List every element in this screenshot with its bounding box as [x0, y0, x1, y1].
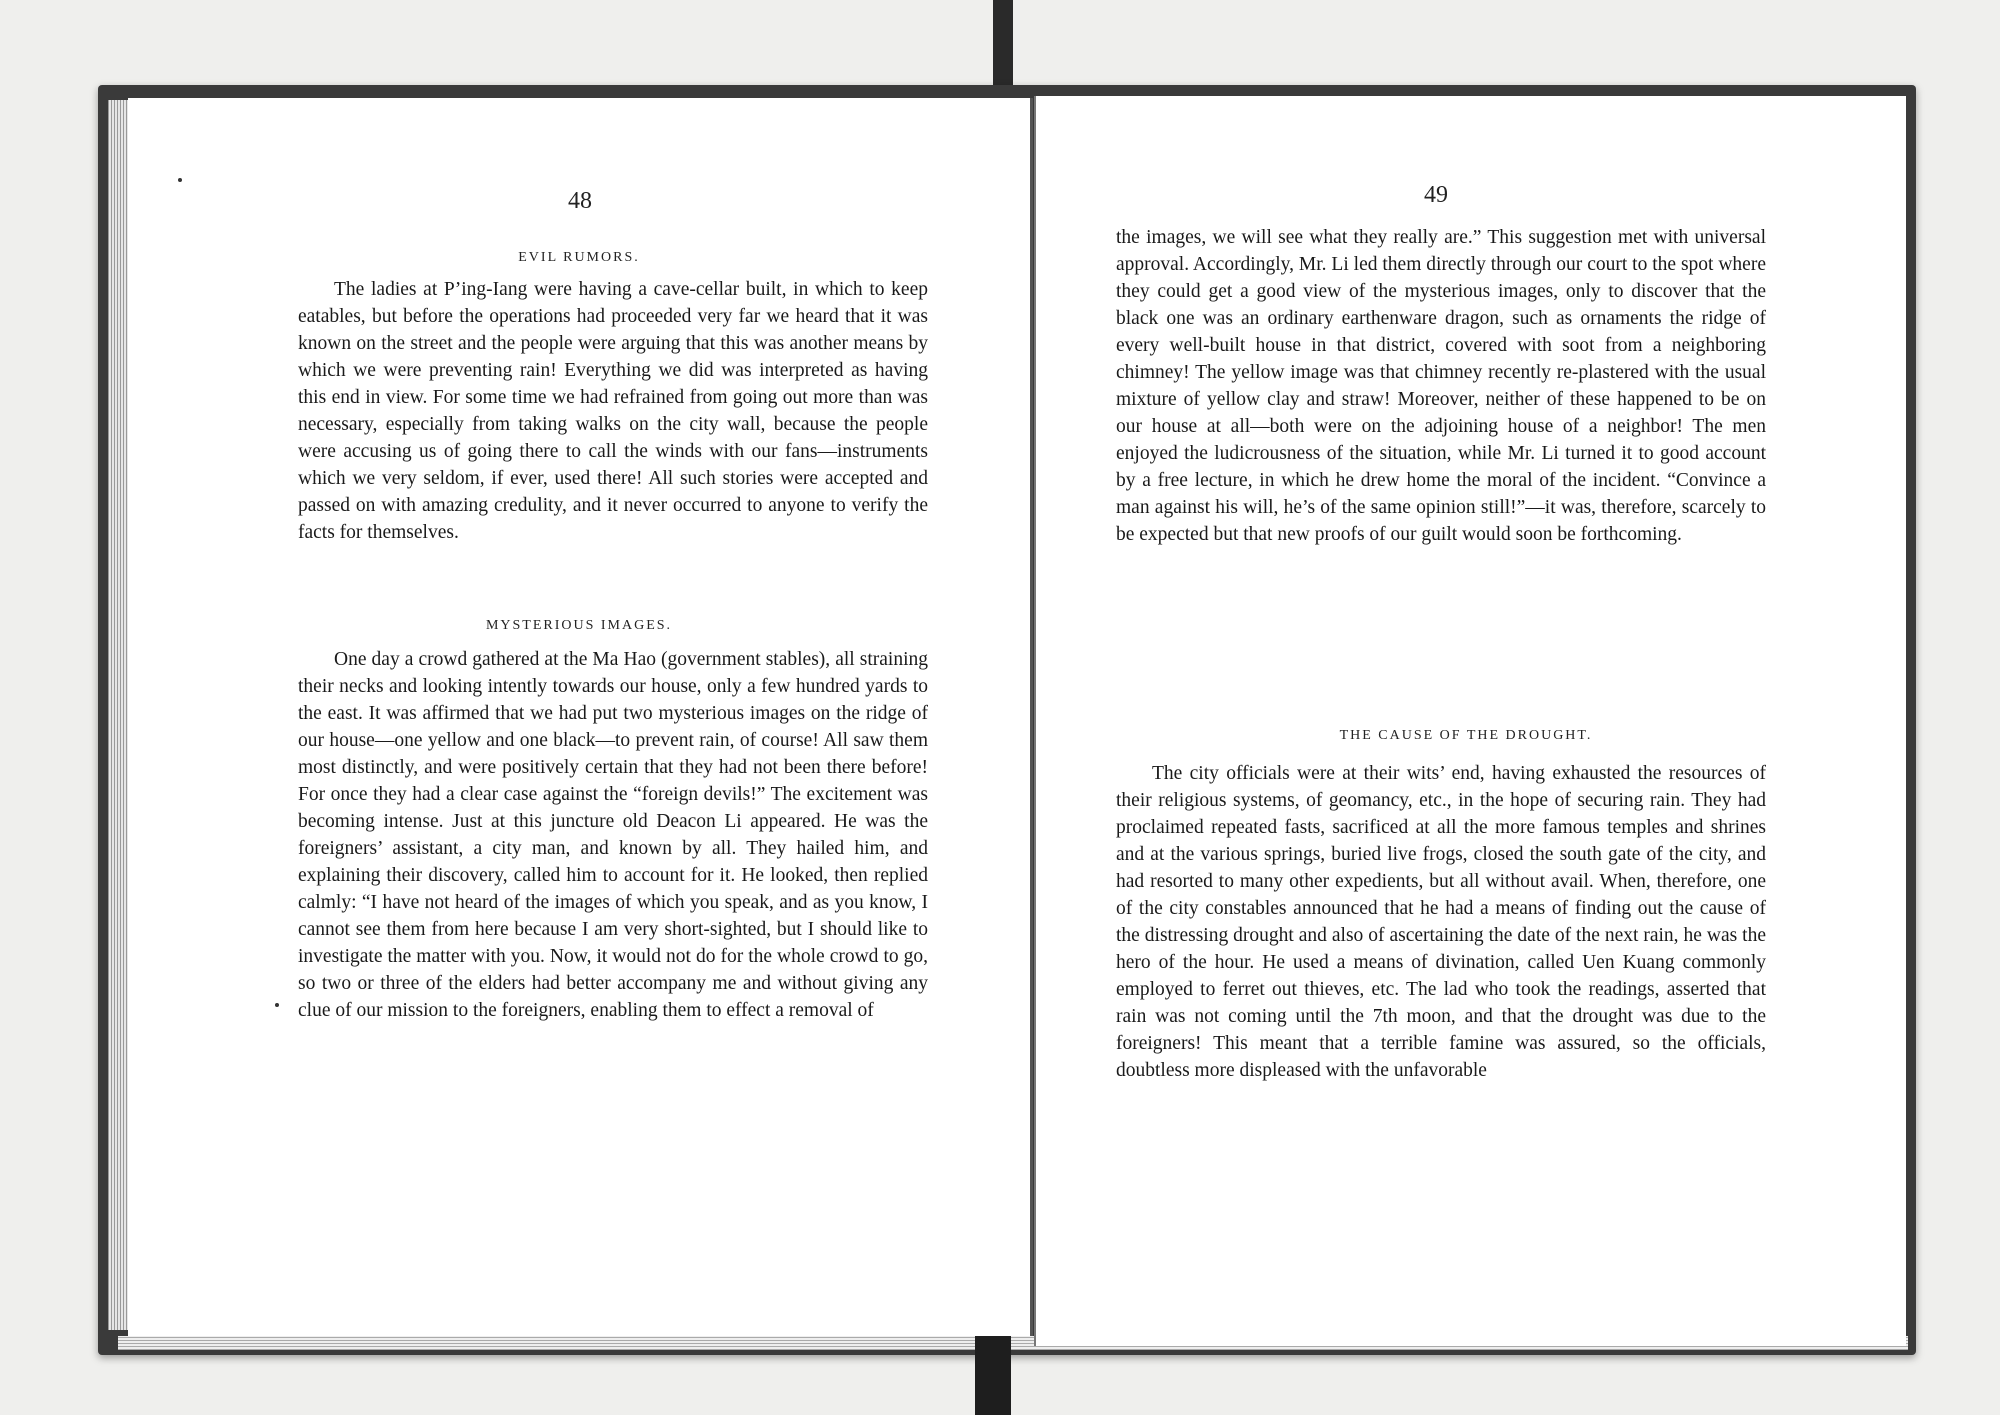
scan-speck — [178, 178, 182, 182]
page-edges-left — [108, 100, 128, 1330]
left-page — [128, 98, 1033, 1336]
spine-bottom — [975, 1335, 1011, 1415]
page-number: 49 — [1424, 182, 1448, 208]
section-heading: EVIL RUMORS. — [518, 250, 640, 265]
scan-speck — [275, 1003, 279, 1007]
paragraph: One day a crowd gathered at the Ma Hao (government stables), all straining their necks and looking intently towards our house, only a few hundred yards to the east. It was affirmed that we had put two mysterious images on the ridge of our house—one yellow and one black—to prevent rain, of course! All saw them most distinctly, and were positively certain that they had not been there before! For once they had a clear case against the “foreign devils!” The excitement was becoming intense. Just at this juncture old Deacon Li appeared. He was the foreigners’ assistant, a city man, and known by all. They hailed him, and explaining their discovery, called him to account for it. He looked, then replied calmly: “I have not heard of the images of which you speak, and as you know, I cannot see them from here because I am very short-sighted, but I should like to investigate the matter with you. Now, it would not do for the whole crowd to go, so two or three of the elders had better accompany me and without giving any clue of our mission to the foreigners, enabling them to effect a removal of — [298, 649, 928, 1021]
section-heading: THE CAUSE OF THE DROUGHT. — [1339, 728, 1593, 743]
page-number: 48 — [568, 188, 592, 214]
right-page — [1034, 96, 1906, 1346]
paragraph: The ladies at P’ing-Iang were having a cave-cellar built, in which to keep eatables, but before the operations had proceeded very far we heard that it was known on the street and the people were arguing that this was another means by which we were preventing rain! Everything we did was interpreted as having this end in view. For some time we had refrained from going out more than was necessary, especially from taking walks on the city wall, because the people were accusing us of going there to call the winds with our fans—instruments which we very seldom, if ever, used there! All such stories were accepted and passed on with amazing credulity, and it never occurred to anyone to verify the facts for themselves. — [298, 279, 928, 543]
paragraph: The city officials were at their wits’ end, having exhausted the resources of their religious systems, of geomancy, etc., in the hope of securing rain. They had proclaimed repeated fasts, sacrificed at all the more famous temples and shrines and at the various springs, buried live frogs, closed the south gate of the city, and had resorted to many other expedients, but all without avail. When, therefore, one of the city constables announced that he had a means of finding out the cause of the distressing drought and also of ascertaining the date of the next rain, he was the hero of the hour. He used a means of divination, called Uen Kuang commonly employed to ferret out thieves, etc. The lad who took the readings, asserted that rain was not coming until the 7th moon, and that the drought was due to the foreigners! This meant that a terrible famine was assured, so the officials, doubtless more displeased with the unfavorable — [1116, 763, 1766, 1081]
paragraph: the images, we will see what they really are.” This suggestion met with universal approval. Accordingly, Mr. Li led them directly through our court to the spot where they could get a good view of the mysterious images, only to discover that the black one was an ordinary earthenware dragon, such as ornaments the ridge of every well-built house in that district, covered with soot from a neighboring chimney! The yellow image was that chimney recently re-plastered with the usual mixture of yellow clay and straw! Moreover, neither of these happened to be on our house at all—both were on the adjoining house of a neighbor! The men enjoyed the ludicrousness of the situation, while Mr. Li turned it to good account by a free lecture, in which he drew home the moral of the incident. “Convince a man against his will, he’s of the same opinion still!”—it was, therefore, scarcely to be expected but that new proofs of our guilt would soon be forthcoming. — [1116, 227, 1766, 545]
spine-top — [993, 0, 1013, 90]
section-heading: MYSTERIOUS IMAGES. — [485, 618, 673, 633]
